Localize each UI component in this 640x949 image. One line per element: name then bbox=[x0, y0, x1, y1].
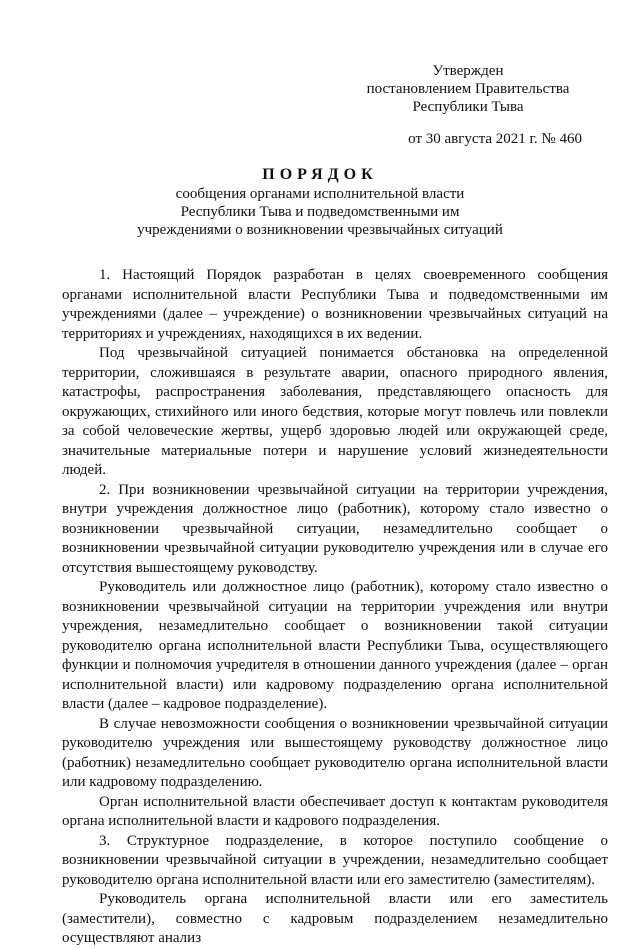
paragraph-7: 3. Структурное подразделение, в которое поступило сообщение о возникновении чрезвычайной ситуации в учреждении, незамедлительно сообщает руководителю органа исполнительной власти или его заместителю (заместителям). bbox=[62, 832, 608, 888]
paragraph-5: В случае невозможности сообщения о возникновении чрезвычайной ситуации руководителю учреждения или вышестоящему руководству должностное лицо (работник) незамедлительно сообщает руководителю органа исполнительной власти или кадровому подразделению. bbox=[62, 715, 608, 790]
approval-date: от 30 августа 2021 г. № 460 bbox=[408, 131, 582, 147]
paragraph-4: Руководитель или должностное лицо (работник), которому стало известно о возникновении чрезвычайной ситуации на территории учреждения или внутри учреждения, незамедлительно сообщает о возникновении такой ситуации руководителю органа исполнительной власти Республики Тыва, осуществляющего функции и полномочия учредителя в отношении данного учреждения (далее – орган исполнительной власти) или кадровому подразделению органа исполнительной власти (далее – кадровое подразделение). bbox=[62, 579, 608, 712]
paragraph-8: Руководитель органа исполнительной власти или его заместитель (заместители), совместно с кадровым подразделением незамедлительно осуществляют анализ bbox=[62, 891, 608, 946]
document-subtitle-line-3: учреждениями о возникновении чрезвычайных ситуаций bbox=[137, 222, 503, 238]
paragraph-3: 2. При возникновении чрезвычайной ситуации на территории учреждения, внутри учреждения должностное лицо (работник), которому стало известно о возникновении чрезвычайной ситуации, незамедлительно сообщает о возникновении чрезвычайной ситуации руководителю учреждения или в случае его отсутствия вышестоящему руководству. bbox=[62, 481, 608, 576]
approval-line-approved: Утвержден bbox=[432, 63, 504, 79]
paragraph-6: Орган исполнительной власти обеспечивает доступ к контактам руководителя органа исполнительной власти и кадрового подразделения. bbox=[62, 793, 608, 829]
approval-line-republic: Республики Тыва bbox=[412, 99, 524, 115]
paragraph-2: Под чрезвычайной ситуацией понимается обстановка на определенной территории, сложившаяся в результате аварии, опасного природного явления, катастрофы, распространения заболевания, представляющего опасность для окружающих, стихийного или иного бедствия, которые могут повлечь или повлекли за собой человеческие жертвы, ущерб здоровью людей или окружающей среде, значительные материальные потери и нарушение условий жизнедеятельности людей. bbox=[62, 345, 608, 478]
document-title: ПОРЯДОК bbox=[262, 166, 378, 183]
document-title-block bbox=[0, 165, 640, 239]
approval-block bbox=[348, 62, 588, 148]
document-subtitle-line-1: сообщения органами исполнительной власти bbox=[175, 186, 465, 202]
approval-line-resolution: постановлением Правительства bbox=[366, 81, 570, 97]
paragraph-1: 1. Настоящий Порядок разработан в целях своевременного сообщения органами исполнительной власти Республики Тыва и подведомственными им учреждениями (далее – учреждение) о возникновении чрезвычайных ситуаций на территориях и учреждениях, находящихся в их ведении. bbox=[62, 267, 608, 342]
document-subtitle-line-2: Республики Тыва и подведомственными им bbox=[180, 204, 460, 220]
document-body bbox=[62, 266, 608, 949]
